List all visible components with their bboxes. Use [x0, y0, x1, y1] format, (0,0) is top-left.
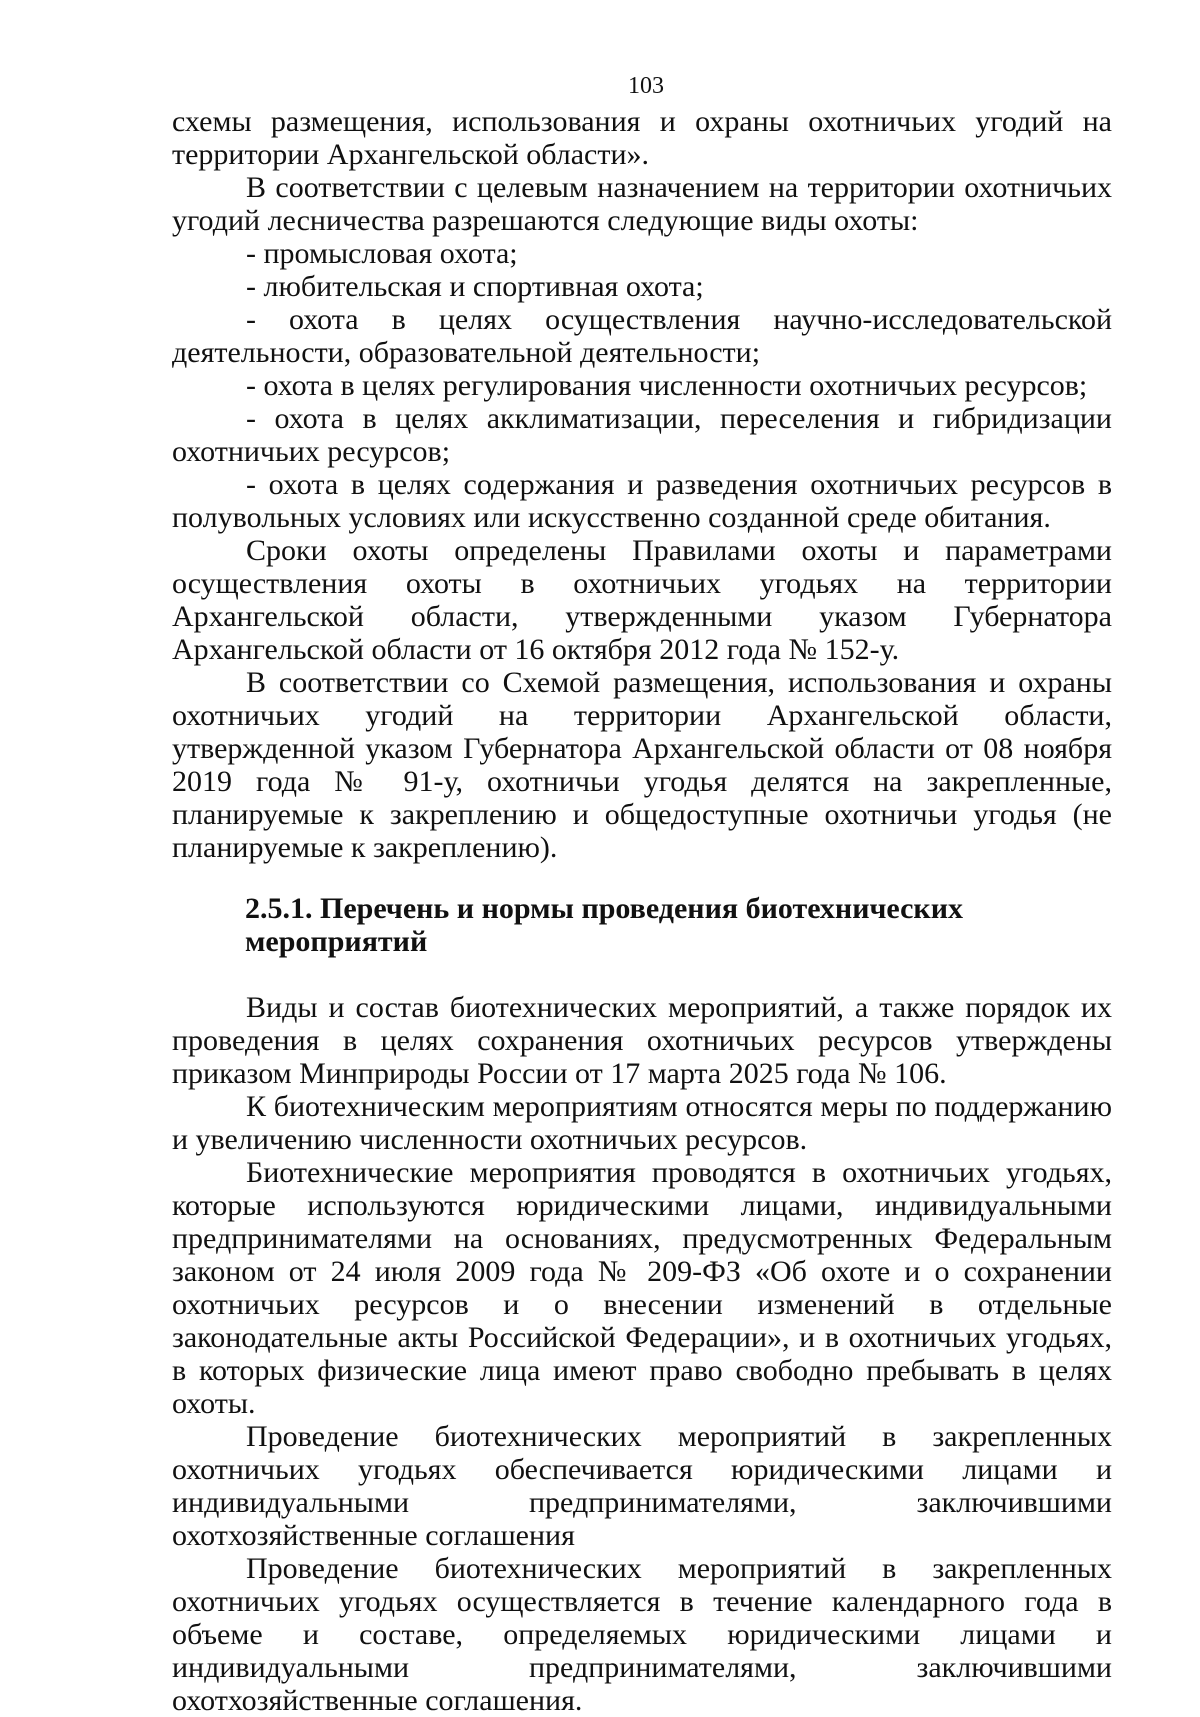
paragraph: Сроки охоты определены Правилами охоты и параметрами осуществления охоты в охотничьих угодьях на территории Архангельской области, утвержденными указом Губернатора Архангельской области от 16 октября 2012 года № 152-у. — [172, 534, 1112, 666]
page-number: 103 — [628, 73, 664, 99]
body-text-after — [172, 991, 1112, 1717]
paragraph: В соответствии с целевым назначением на территории охотничьих угодий лесничества разрешаются следующие виды охоты: — [172, 171, 1112, 237]
paragraph: В соответствии со Схемой размещения, использования и охраны охотничьих угодий на территории Архангельской области, утвержденной указом Губернатора Архангельской области от 08 ноября 2019 года № 91-у, охотничьи угодья делятся на закрепленные, планируемые к закреплению и общедоступные охотничьи угодья (не планируемые к закреплению). — [172, 666, 1112, 864]
paragraph: Виды и состав биотехнических мероприятий, а также порядок их проведения в целях сохранения охотничьих ресурсов утверждены приказом Минприроды России от 17 марта 2025 года № 106. — [172, 991, 1112, 1090]
paragraph: К биотехническим мероприятиям относятся меры по поддержанию и увеличению численности охотничьих ресурсов. — [172, 1090, 1112, 1156]
paragraph: Проведение биотехнических мероприятий в закрепленных охотничьих угодьях осуществляется в течение календарного года в объеме и составе, определяемых юридическими лицами и индивидуальными предпринимателями, заключившими охотхозяйственные соглашения. — [172, 1552, 1112, 1717]
list-item: - любительская и спортивная охота; — [246, 270, 704, 303]
document-page — [172, 72, 1112, 1717]
list-item: - промысловая охота; — [246, 237, 518, 270]
list-item: - охота в целях содержания и разведения охотничьих ресурсов в полувольных условиях или искусственно созданной среде обитания. — [172, 468, 1112, 534]
list-item: - охота в целях регулирования численности охотничьих ресурсов; — [246, 369, 1088, 402]
list-item: - охота в целях акклиматизации, переселения и гибридизации охотничьих ресурсов; — [172, 402, 1112, 468]
paragraph: Проведение биотехнических мероприятий в закрепленных охотничьих угодьях обеспечивается юридическими лицами и индивидуальными предпринимателями, заключившими охотхозяйственные соглашения — [172, 1420, 1112, 1552]
list-item: - охота в целях осуществления научно-исследовательской деятельности, образовательной деятельности; — [172, 303, 1112, 369]
body-text-before — [172, 105, 1112, 864]
paragraph: схемы размещения, использования и охраны охотничьих угодий на территории Архангельской области». — [172, 105, 1112, 171]
section-heading: 2.5.1. Перечень и нормы проведения биотехнических мероприятий — [245, 892, 963, 958]
paragraph: Биотехнические мероприятия проводятся в охотничьих угодьях, которые используются юридическими лицами, индивидуальными предпринимателями на основаниях, предусмотренных Федеральным законом от 24 июля 2009 года № 209-ФЗ «Об охоте и о сохранении охотничьих ресурсов и о внесении изменений в отдельные законодательные акты Российской Федерации», и в охотничьих угодьях, в которых физические лица имеют право свободно пребывать в целях охоты. — [172, 1156, 1112, 1420]
